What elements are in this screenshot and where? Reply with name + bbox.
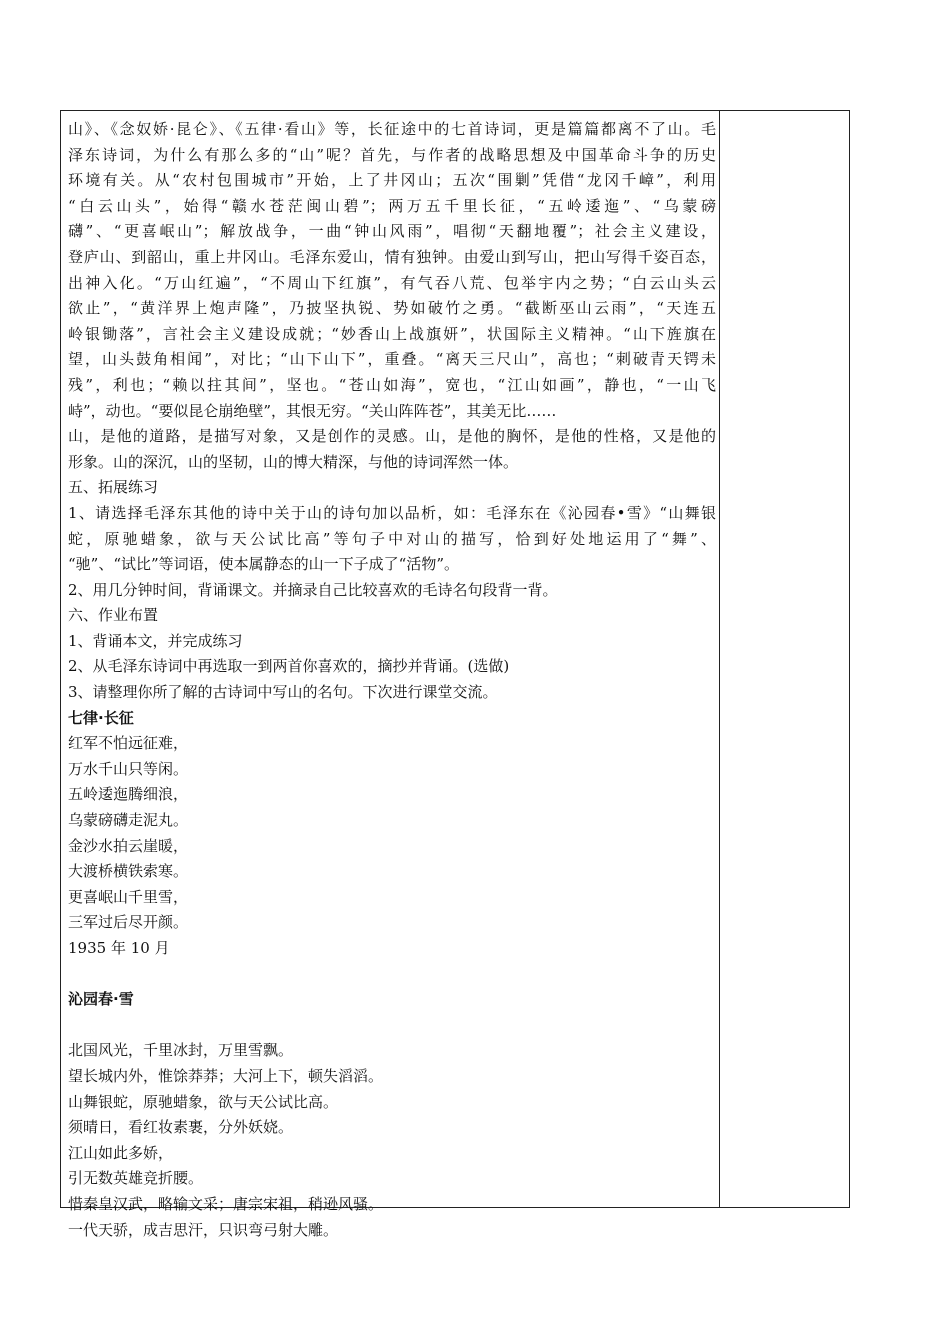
poem-title: 沁园春·雪: [68, 990, 134, 1009]
text-line: 五岭逶迤腾细浪，: [68, 785, 189, 804]
text-line: 岭银锄落”，言社会主义建设成就；“妙香山上战旗妍”，状国际主义精神。“山下旌旗在: [68, 324, 716, 343]
text-line: 北国风光，千里冰封，万里雪飘。: [68, 1041, 294, 1060]
text-line: 欲止”，“黄洋界上炮声隆”，乃披坚执锐、势如破竹之勇。“截断巫山云雨”，“天连五: [68, 299, 716, 318]
text-line: 惜秦皇汉武，略输文采；唐宗宋祖，稍逊风骚。: [68, 1194, 384, 1213]
text-line: 须晴日，看红妆素裹，分外妖娆。: [68, 1118, 294, 1137]
blank-line: [68, 962, 716, 988]
document-table: [60, 110, 850, 1239]
lesson-text: [68, 117, 716, 1243]
text-line: 更喜岷山千里雪，: [68, 887, 189, 906]
text-line: 出神入化。“万山红遍”，“不周山下红旗”，有气吞八荒、包举宇内之势；“白云山头云: [68, 273, 716, 292]
text-line: 三军过后尽开颜。: [68, 913, 189, 932]
text-line: 大渡桥横铁索寒。: [68, 862, 189, 881]
text-line: “驰”、“试比”等词语，使本属静态的山一下子成了“活物”。: [68, 555, 460, 574]
text-line: 形象。山的深沉，山的坚韧，山的博大精深，与他的诗词浑然一体。: [68, 452, 519, 471]
text-line: 红军不怕远征难，: [68, 734, 189, 753]
text-line: 万水千山只等闲。: [68, 759, 189, 778]
text-line: 引无数英雄竞折腰。: [68, 1169, 204, 1188]
poem-title: 七律·长征: [68, 708, 134, 727]
text-line: 1、背诵本文，并完成练习: [68, 631, 243, 650]
text-line: 峙”，动也。“要似昆仑崩绝壁”，其恨无穷。“关山阵阵苍”，其美无比……: [68, 401, 557, 420]
text-line: 1、请选择毛泽东其他的诗中关于山的诗句加以品析，如：毛泽东在《沁园春•雪》“山舞银: [68, 503, 716, 522]
text-line: 金沙水拍云崖暖，: [68, 836, 189, 855]
text-line: 礴”、“更喜岷山”；解放战争，一曲“钟山风雨”，唱彻“天翻地覆”；社会主义建设，: [68, 222, 716, 241]
text-line: 山》、《念奴娇·昆仑》、《五律·看山》等，长征途中的七首诗词，更是篇篇都离不了山。毛: [68, 120, 716, 138]
text-line: 2、用几分钟时间，背诵课文。并摘录自己比较喜欢的毛诗名句段背一背。: [68, 580, 558, 599]
text-line: 3、请整理你所了解的古诗词中写山的名句。下次进行课堂交流。: [68, 683, 498, 702]
text-line: 蛇，原驰蜡象，欲与天公试比高”等句子中对山的描写，恰到好处地运用了“舞”、: [68, 529, 716, 548]
text-line: 五、拓展练习: [68, 478, 159, 497]
text-line: 1935 年 10 月: [68, 939, 170, 957]
text-line: 六、作业布置: [68, 606, 159, 625]
text-line: 望长城内外，惟馀莽莽；大河上下，顿失滔滔。: [68, 1066, 384, 1085]
text-line: 登庐山、到韶山，重上井冈山。毛泽东爱山，情有独钟。由爱山到写山，把山写得千姿百态，: [68, 247, 716, 266]
text-line: 山，是他的道路，是描写对象，又是创作的灵感。山，是他的胸怀，是他的性格，又是他的: [68, 427, 716, 446]
text-line: 江山如此多娇，: [68, 1143, 174, 1162]
text-line: 残”，利也；“赖以拄其间”，坚也。“苍山如海”，宽也，“江山如画”，静也，“一山飞: [68, 375, 716, 394]
text-line: 山舞银蛇，原驰蜡象，欲与天公试比高。: [68, 1092, 339, 1111]
text-line: “白云山头”，始得“赣水苍茫闽山碧”；两万五千里长征，“五岭逶迤”、“乌蒙磅: [68, 196, 716, 215]
text-line: 一代天骄，成吉思汗，只识弯弓射大雕。: [68, 1220, 339, 1239]
blank-line: [68, 1013, 716, 1039]
text-line: 乌蒙磅礴走泥丸。: [68, 811, 189, 830]
notes-cell: [720, 111, 849, 1207]
content-cell: [61, 111, 720, 1239]
text-line: 泽东诗词，为什么有那么多的“山”呢？首先，与作者的战略思想及中国革命斗争的历史: [68, 145, 716, 164]
text-line: 环境有关。从“农村包围城市”开始，上了井冈山；五次“围剿”凭借“龙冈千嶂”，利用: [68, 171, 716, 190]
text-line: 2、从毛泽东诗词中再选取一到两首你喜欢的，摘抄并背诵。(选做): [68, 657, 510, 676]
text-line: 望，山头鼓角相闻”，对比；“山下山下”，重叠。“离天三尺山”，高也；“刺破青天锷未: [68, 350, 716, 369]
